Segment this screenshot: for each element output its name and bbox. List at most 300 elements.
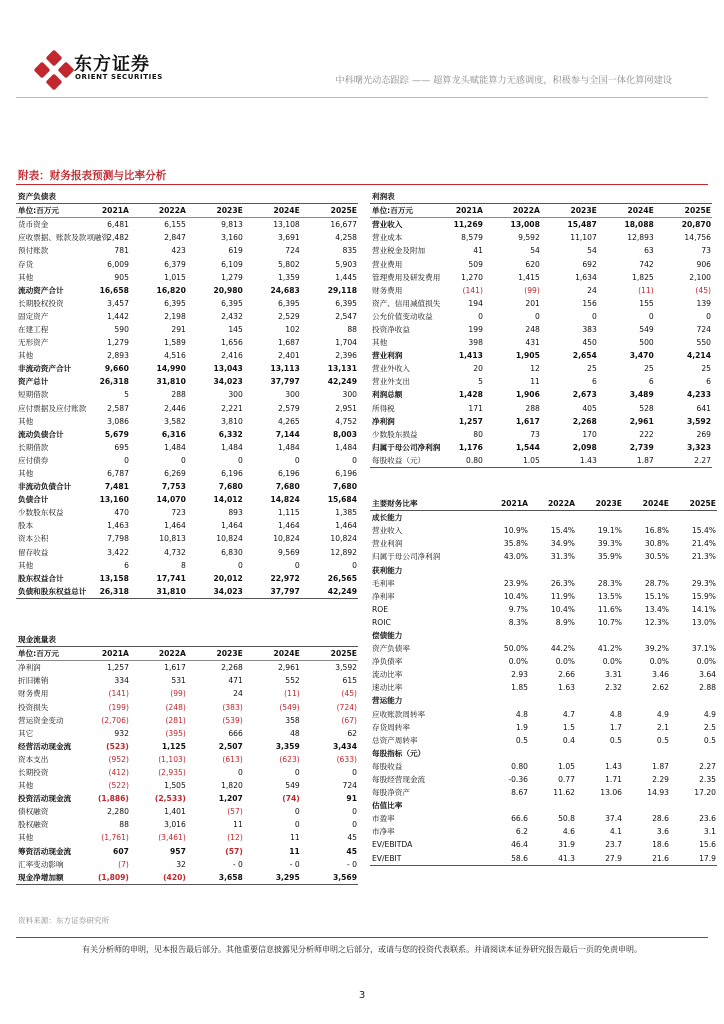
row-value: 4,516: [164, 351, 186, 361]
row-value: 4,732: [164, 547, 186, 557]
row-value: 7,680: [218, 482, 243, 492]
row-value: (45): [695, 285, 711, 295]
row-value: 91: [346, 794, 357, 804]
row-value: 9,569: [278, 547, 300, 557]
row-value: (383): [222, 702, 243, 712]
table-row: [370, 721, 717, 734]
row-value: 5,802: [278, 259, 300, 269]
row-label: 其他: [18, 469, 34, 479]
year-header: 2024E: [598, 204, 655, 218]
row-label: 财务费用: [372, 285, 403, 295]
row-value: 15.4%: [550, 526, 575, 536]
row-value: 383: [582, 324, 597, 334]
row-value: 1.85: [511, 683, 528, 693]
footer-divider: [16, 937, 708, 938]
row-value: 17.20: [694, 788, 716, 798]
row-value: 7,753: [161, 482, 186, 492]
table-row: [16, 480, 358, 493]
row-value: 21.4%: [691, 539, 716, 549]
row-label: 股本: [18, 521, 34, 531]
row-value: 32: [176, 859, 186, 869]
row-value: 15.6: [699, 840, 716, 850]
row-value: 2,482: [107, 233, 129, 243]
row-value: 8,003: [332, 429, 357, 439]
row-value: (11): [284, 689, 300, 699]
row-value: 24,683: [270, 285, 300, 295]
row-value: 1.7: [609, 722, 622, 732]
row-value: (67): [341, 715, 357, 725]
row-value: 0: [294, 807, 300, 817]
appendix-divider: [16, 184, 708, 185]
row-value: 0: [352, 820, 357, 830]
row-value: 0.80: [511, 761, 528, 771]
row-value: 1.63: [558, 683, 575, 693]
balance-sheet-header-row: [16, 190, 358, 204]
row-value: 41.3: [529, 852, 576, 866]
row-value: 42,249: [327, 377, 357, 387]
table-row: [16, 336, 358, 349]
income-statement-title: 利润表: [370, 190, 712, 204]
row-value: 37.1%: [691, 644, 716, 654]
row-value: 1,015: [164, 272, 186, 282]
row-label: 营业收入: [372, 526, 403, 536]
row-value: 2,547: [335, 311, 357, 321]
row-value: 17.9: [670, 852, 717, 866]
disclaimer: 有关分析师的申明，见本报告最后部分。其他重要信息披露见分析师申明之后部分，或请与您的投资代表联系。并请阅读本证券研究报告最后一页的免责申明。: [82, 945, 642, 954]
row-value: 2.93: [511, 670, 528, 680]
cash-flow-header-row: [16, 633, 358, 647]
row-value: 62: [347, 728, 357, 738]
table-row: [370, 218, 712, 232]
row-value: 25: [587, 364, 597, 374]
row-label: 负债合计: [18, 495, 49, 505]
appendix-title: 附表：财务报表预测与比率分析: [18, 170, 167, 182]
row-value: 6,196: [278, 469, 300, 479]
row-value: 10.9%: [503, 526, 528, 536]
row-value: 7,481: [104, 482, 129, 492]
ratio-group-row: [370, 747, 717, 760]
row-value: 1,176: [458, 442, 483, 452]
row-value: 1.5: [562, 722, 575, 732]
row-value: 45: [347, 833, 357, 843]
row-value: 22,972: [270, 573, 300, 583]
row-value: 6,395: [164, 298, 186, 308]
row-value: (74): [282, 794, 300, 804]
ratio-group-row: [370, 563, 717, 576]
row-label: 净利润: [18, 663, 41, 673]
row-value: 4.7: [562, 709, 575, 719]
row-value: 248: [525, 324, 540, 334]
row-label: 归属于母公司净利润: [372, 442, 441, 452]
row-value: 170: [582, 429, 597, 439]
row-value: 2,961: [278, 663, 300, 673]
row-value: 20,980: [213, 285, 243, 295]
table-row: [16, 559, 358, 572]
table-row: [16, 467, 358, 480]
ratio-group-row: [370, 629, 717, 642]
row-value: 155: [639, 298, 654, 308]
row-value: 4,214: [686, 351, 711, 361]
row-value: 13.0%: [691, 617, 716, 627]
row-value: 5: [124, 390, 129, 400]
row-value: - 0: [289, 859, 300, 869]
table-row: [16, 257, 358, 270]
row-value: 3.31: [605, 670, 622, 680]
row-value: (141): [108, 689, 129, 699]
row-value: 6,481: [107, 220, 129, 230]
row-value: 14,012: [213, 495, 243, 505]
table-row: [370, 642, 717, 655]
row-value: 31.3%: [550, 552, 575, 562]
row-value: 9.7%: [508, 604, 528, 614]
row-value: 1,257: [107, 663, 129, 673]
table-row: [370, 454, 712, 468]
row-value: 6,830: [221, 547, 243, 557]
row-value: 0.0%: [602, 657, 622, 667]
row-value: 48: [290, 728, 300, 738]
row-value: 199: [468, 324, 483, 334]
row-value: 1.87: [598, 454, 655, 468]
row-value: 13,160: [99, 495, 129, 505]
row-value: 73: [701, 246, 711, 256]
row-value: 9,813: [221, 220, 243, 230]
row-value: 0: [478, 311, 483, 321]
row-value: 6,395: [278, 298, 300, 308]
row-value: 88: [119, 820, 129, 830]
row-value: 0: [237, 767, 243, 777]
unit-label: 单位:百万元: [16, 647, 73, 661]
row-value: 54: [587, 246, 597, 256]
ratio-group-title: 偿债能力: [372, 630, 403, 640]
row-value: 1,464: [164, 521, 186, 531]
row-value: 8: [181, 560, 186, 570]
cash-flow-table: [16, 633, 358, 885]
row-value: 423: [171, 246, 186, 256]
year-header: 2022A: [130, 204, 187, 218]
table-row: [16, 493, 358, 506]
row-value: 1,359: [278, 272, 300, 282]
row-value: 0: [237, 455, 243, 465]
row-value: 291: [171, 324, 186, 334]
row-value: 1,464: [278, 521, 300, 531]
row-value: 1,445: [335, 272, 357, 282]
table-row: [370, 388, 712, 401]
row-value: 6,379: [164, 259, 186, 269]
row-label: 长期投资: [18, 767, 49, 777]
row-value: 0: [352, 767, 357, 777]
row-value: (623): [279, 754, 300, 764]
row-value: 2,961: [629, 416, 654, 426]
row-value: 0: [352, 807, 357, 817]
row-value: 41: [473, 246, 483, 256]
row-value: 450: [582, 338, 597, 348]
row-value: 2.32: [605, 683, 622, 693]
row-label: 其他: [18, 416, 34, 426]
row-value: 615: [342, 676, 357, 686]
row-label: 其它: [18, 728, 34, 738]
source-note: 资料来源：东方证券研究所: [18, 916, 110, 925]
row-value: 6,269: [164, 469, 186, 479]
table-row: [370, 825, 717, 838]
balance-sheet-table: [16, 190, 358, 599]
row-value: 80: [473, 429, 483, 439]
row-value: 470: [114, 508, 129, 518]
table-row: [16, 546, 358, 559]
row-label: 少数股东权益: [18, 508, 64, 518]
row-value: 641: [696, 403, 711, 413]
row-value: 724: [285, 246, 300, 256]
row-value: 3,457: [107, 298, 129, 308]
row-value: 695: [114, 442, 129, 452]
row-label: 在建工程: [18, 324, 49, 334]
row-value: 607: [113, 846, 129, 856]
row-value: (141): [462, 285, 483, 295]
row-value: 6: [591, 377, 597, 387]
row-value: 6: [648, 377, 654, 387]
table-row: [16, 740, 358, 753]
table-row: [16, 572, 358, 585]
row-label: 其他: [372, 338, 388, 348]
row-value: 34,023: [187, 585, 244, 599]
row-label: 资本支出: [18, 754, 49, 764]
row-value: 3,434: [332, 741, 357, 751]
row-label: 净利润: [372, 416, 395, 426]
row-label: 市盈率: [372, 814, 395, 824]
row-label: EV/EBIT: [370, 852, 482, 866]
row-value: 1,428: [458, 390, 483, 400]
row-label: 营业外支出: [372, 377, 410, 387]
row-value: 0: [648, 311, 654, 321]
row-value: 4.8: [609, 709, 622, 719]
row-value: 10,824: [216, 534, 243, 544]
row-value: 300: [285, 390, 300, 400]
row-label: 资本公积: [18, 534, 49, 544]
row-value: 3,323: [686, 442, 711, 452]
year-header: 2023E: [187, 647, 244, 661]
row-value: 692: [582, 259, 597, 269]
row-label: 每股收益: [372, 761, 403, 771]
row-value: 1,385: [335, 508, 357, 518]
row-value: 3,422: [107, 547, 129, 557]
row-label: 筹资活动现金流: [18, 846, 72, 856]
row-value: 1,257: [458, 416, 483, 426]
row-label: 营业利润: [372, 351, 403, 361]
row-value: 10.4%: [550, 604, 575, 614]
table-row: [16, 585, 358, 599]
row-value: 102: [285, 324, 300, 334]
row-value: 4.8: [515, 709, 528, 719]
table-row: [16, 674, 358, 687]
financial-ratios-table: [370, 497, 717, 866]
row-value: 4.6: [562, 827, 575, 837]
row-value: 0: [706, 311, 711, 321]
row-label: 折旧摊销: [18, 676, 49, 686]
row-value: 1,687: [278, 338, 300, 348]
row-value: 6.2: [515, 827, 528, 837]
row-value: 8.67: [511, 788, 528, 798]
income-statement-header-row: [370, 190, 712, 204]
row-value: 7,680: [332, 482, 357, 492]
row-value: 300: [342, 390, 357, 400]
row-value: 3,359: [275, 741, 300, 751]
row-value: 12,892: [330, 547, 357, 557]
row-value: (57): [225, 846, 243, 856]
row-value: 0: [294, 820, 300, 830]
row-value: 7,798: [107, 534, 129, 544]
year-header: 2023E: [541, 204, 598, 218]
year-header: 2021A: [73, 647, 130, 661]
row-value: -0.36: [508, 775, 528, 785]
row-value: 19.1%: [597, 526, 622, 536]
row-value: 552: [285, 676, 300, 686]
row-value: 1,484: [335, 442, 357, 452]
row-value: 1,544: [515, 442, 540, 452]
row-label: 经营活动现金流: [18, 741, 72, 751]
row-value: 16.8%: [644, 526, 669, 536]
row-value: 300: [228, 390, 243, 400]
row-value: 1,905: [515, 351, 540, 361]
row-value: 37.4: [605, 814, 622, 824]
row-value: 742: [639, 259, 654, 269]
row-value: 550: [696, 338, 711, 348]
year-header: 2022A: [130, 647, 187, 661]
table-row: [370, 323, 712, 336]
row-value: 1,820: [221, 781, 243, 791]
row-value: 0: [124, 455, 129, 465]
row-value: 201: [525, 298, 540, 308]
row-value: 11: [289, 846, 300, 856]
row-value: 1,125: [161, 741, 186, 751]
row-value: 14,990: [156, 364, 186, 374]
row-label: 毛利率: [372, 578, 395, 588]
row-value: 288: [171, 390, 186, 400]
row-value: 37,797: [244, 585, 301, 599]
row-label: 每股经营现金流: [372, 775, 426, 785]
row-label: 净利率: [372, 591, 395, 601]
table-row: [370, 773, 717, 786]
row-value: 3,470: [629, 351, 654, 361]
row-value: 14,756: [684, 233, 711, 243]
row-value: 0.4: [562, 735, 575, 745]
row-value: (57): [227, 807, 243, 817]
year-header: 2025E: [301, 647, 358, 661]
row-value: 1,484: [221, 442, 243, 452]
row-value: 88: [347, 324, 357, 334]
row-value: (11): [638, 285, 654, 295]
row-value: 11: [530, 377, 540, 387]
row-value: 10.7%: [597, 617, 622, 627]
row-value: 0: [352, 560, 357, 570]
row-value: 31,810: [156, 377, 186, 387]
row-value: 6,109: [221, 259, 243, 269]
row-label: 长期借款: [18, 442, 49, 452]
row-value: 2,673: [572, 390, 597, 400]
row-value: 0: [294, 767, 300, 777]
row-label: 营业收入: [372, 220, 403, 230]
table-row: [370, 257, 712, 270]
row-value: 43.0%: [503, 552, 528, 562]
row-label: 存货: [18, 259, 34, 269]
row-value: 50.8: [558, 814, 575, 824]
row-value: 269: [696, 429, 711, 439]
row-value: 13,043: [213, 364, 243, 374]
row-value: 2,654: [572, 351, 597, 361]
page-number: 3: [358, 990, 366, 1001]
row-value: 194: [468, 298, 483, 308]
row-value: 906: [696, 259, 711, 269]
row-label: 营业费用: [372, 259, 403, 269]
row-value: 10,824: [273, 534, 300, 544]
row-value: 6,196: [335, 469, 357, 479]
row-value: 2,401: [278, 351, 300, 361]
row-label: 其他: [18, 833, 34, 843]
cash-flow-statement: [16, 633, 358, 885]
table-row: [16, 845, 358, 858]
row-value: 1,617: [164, 663, 186, 673]
table-row: [370, 760, 717, 773]
row-value: 590: [114, 324, 129, 334]
row-label: 资产总计: [18, 377, 49, 387]
table-row: [16, 362, 358, 375]
year-header: 2021A: [427, 204, 484, 218]
row-value: 44.2%: [550, 644, 575, 654]
ratio-group-title: 估值比率: [372, 801, 403, 811]
brand-name-cn: 东方证券: [74, 54, 150, 75]
row-value: 26.3%: [550, 578, 575, 588]
row-value: 3.64: [699, 670, 716, 680]
unit-label: 单位:百万元: [16, 204, 73, 218]
table-row: [16, 310, 358, 323]
row-value: 1,115: [278, 508, 300, 518]
row-value: 0.5: [609, 735, 622, 745]
table-row: [370, 297, 712, 310]
table-row: [370, 231, 712, 244]
row-value: 1.05: [558, 761, 575, 771]
row-label: 长期股权投资: [18, 298, 64, 308]
row-value: 905: [114, 272, 129, 282]
table-row: [16, 284, 358, 297]
row-value: 5,679: [104, 429, 129, 439]
row-label: 利润总额: [372, 390, 403, 400]
row-value: 13,108: [273, 220, 300, 230]
row-value: 0.5: [703, 735, 716, 745]
table-row: [16, 231, 358, 244]
table-row: [370, 428, 712, 441]
row-value: 0: [352, 455, 357, 465]
row-value: 30.8%: [644, 539, 669, 549]
table-row: [16, 779, 358, 792]
orient-securities-logo: [34, 50, 74, 90]
row-value: 13,158: [99, 573, 129, 583]
row-value: 50.0%: [503, 644, 528, 654]
row-value: 63: [644, 246, 654, 256]
row-value: 1,484: [164, 442, 186, 452]
row-label: 市净率: [372, 827, 395, 837]
table-row: [16, 218, 358, 232]
row-value: 2,432: [221, 311, 243, 321]
row-value: 15,684: [327, 495, 357, 505]
row-value: 41.2%: [597, 644, 622, 654]
row-value: 3,592: [686, 416, 711, 426]
row-label: 应收票据、账款及款项融资: [18, 233, 110, 243]
row-label: 非流动负债合计: [18, 482, 72, 492]
row-label: 归属于母公司净利润: [372, 552, 441, 562]
row-value: 34.9%: [550, 539, 575, 549]
row-value: 11,269: [453, 220, 483, 230]
row-value: 398: [468, 338, 483, 348]
row-value: 781: [114, 246, 129, 256]
table-row: [370, 786, 717, 799]
